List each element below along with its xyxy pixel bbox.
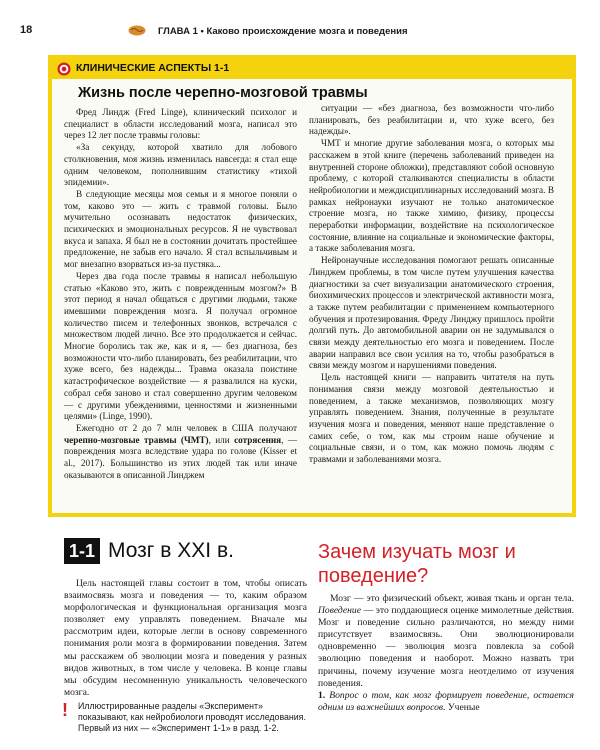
quote-paragraph: В следующие месяцы моя семья и я многое поняли о том, каково это — жить с травмой головы. Было мучительно осознавать недостаток физических, психических и эмоциональных ресурсов. Я не чувствовал вкуса и запаха. Я был не в состоянии дочитать простейшее предложение, не забыв его начало. Я стал вспыльчивым и мог внезапно взорваться из-за пустяка... — [64, 188, 297, 270]
clinical-aspects-header — [52, 59, 572, 79]
term-tbi: черепно-мозговые травмы (ЧМТ) — [64, 434, 209, 445]
term-concussion: сотрясения — [234, 434, 282, 445]
section-title: Мозг в XXI в. — [108, 539, 234, 562]
page-header — [20, 22, 580, 42]
paragraph: ситуации — «без диагноза, без возможности что-либо планировать, без реабилитации и, что хуже всего, без надежды». — [309, 103, 554, 137]
exclamation-icon: ! — [62, 700, 68, 720]
why-study-body — [318, 593, 574, 714]
brain-icon — [128, 25, 146, 36]
experiment-note-text: Иллюстрированные разделы «Эксперимент» показывают, как нейробиологи проводят исследования. Первый из них — «Эксперимент 1-1» в разд. 1-2. — [78, 701, 306, 733]
paragraph: Ежегодно от 2 до 7 млн человек в США получают черепно-мозговые травмы (ЧМТ), или сотрясения, — повреждения мозга вследствие удара по голове (Kisser et al., 2017). Большинство из этих людей так или иначе оказываются в описанной Линджем — [64, 422, 298, 480]
quote-paragraph: Через два года после травмы я написал небольшую статью «Каково это, жить с поврежденным мозгом?» В этот период я начал общаться с другими людьми, также имевшими повреждения мозга. Я получал огромное количество писем и телефонных звонков, встречался с множеством людей лично. Все это продолжается и сейчас. Многие боролись так же, как и я, — без диагноза, без возможности что-либо планировать, без реабилитации, что хуже всего, без надежды... Травма оказала поистине катастрофическое воздействие — я развалился на куски, собрал себя заново и стал совершенно другим человеком — с другими убеждениями, ценностями и жизненными целями» (Linge, 1990). — [64, 270, 297, 422]
chapter-title: ГЛАВА 1 • Каково происхождение мозга и поведения — [158, 26, 408, 37]
target-icon — [57, 62, 71, 76]
section-number: 1-1 — [64, 538, 100, 564]
sidebar-title: Жизнь после черепно-мозговой травмы — [78, 85, 368, 101]
list-item: 1. Вопрос о том, как мозг формирует поведение, остается одним из важнейших вопросов. Ученые — [318, 689, 575, 713]
section-body — [64, 578, 307, 699]
quote-paragraph: «За секунду, которой хватило для лобового столкновения, моя жизнь изменилась навсегда: я стал еще одним человеком, пополнившим статистику «тихой эпидемии». — [64, 142, 297, 188]
term-behavior: Поведение — [318, 605, 361, 617]
paragraph: Цель настоящей главы состоит в том, чтобы описать взаимосвязь мозга и поведения — то, каким образом морфологическая и функциональная организация мозга позволяет ему управлять поведением. Вначале мы рассмотрим идеи, которые легли в основу современного понимания роли мозга в формировании поведения. Затем мы расскажем об эволюции мозга и поведения у разных видов животных, в том числе у человека. В конце главы мы обсудим несомненную уникальность человеческого мозга. — [64, 578, 307, 698]
paragraph: ЧМТ и многие другие заболевания мозга, о которых мы расскажем в этой книге (перечень заболеваний приведен на внутренней стороне обложки), представляют собой основную проблему, с которой сталкиваются специалисты в области нейробиологии и междисциплинарных исследований мозга. В рамках нейронауки изучают не только анатомическое строение мозга, но также химию, физику, процессы переработки информации, воздействие на психологическое состояние, влияние на социальные и экономические факторы, а также заболевания мозга. — [309, 138, 554, 254]
clinical-aspects-label: КЛИНИЧЕСКИЕ АСПЕКТЫ 1-1 — [76, 62, 230, 74]
why-study-title: Зачем изучать мозг и поведение? — [318, 541, 516, 587]
paragraph: Нейронаучные исследования помогают решать описанные Линджем проблемы, в том числе путем улучшения качества диагностики за счет визуализации анатомического строения, биохимических процессов и электрической активности мозга, а также путем реабилитации с применением компьютерного обучения и протезирования. Фреду Линджу пришлось пройти долгий путь. До автомобильной аварии он не задумывался о связи между деятельностью его мозга и поведением. После аварии направил все свои усилия на то, чтобы разобраться в связи между мозгом и нарушениями поведения. — [309, 255, 554, 371]
paragraph: Фред Линдж (Fred Linge), клинический психолог и специалист в области исследований мозга, написал это через 12 лет после травмы головы: — [64, 107, 297, 141]
sidebar-column-left — [64, 107, 297, 482]
sidebar-column-right — [309, 103, 554, 466]
paragraph: Мозг — это физический объект, живая ткань и орган тела. Поведение — это поддающиеся оценке мимолетные действия. Мозг и поведение сильно различаются, но между ними присутствует взаимосвязь. Они эволюционировали одновременно — эволюция мозга повлекла за собой эволюцию поведения и наоборот. Можно назвать три причины, почему изучение мозга неотделимо от изучения поведения. — [318, 593, 574, 689]
paragraph: Цель настоящей книги — направить читателя на путь понимания связи между мозговой деятельностью и поведением, а также механизмов, позволяющих мозгу управлять поведением. Знания, полученные в результате изучения мозга и поведения, меняют наше представление о самих себе, о том, как мы строим наше обучение и социальные связи, и о том, как можно помочь людям с травмами и заболеваниями мозга. — [309, 372, 554, 465]
clinical-aspects-box — [48, 55, 576, 517]
experiment-note — [62, 701, 312, 743]
page-number: 18 — [20, 24, 33, 36]
